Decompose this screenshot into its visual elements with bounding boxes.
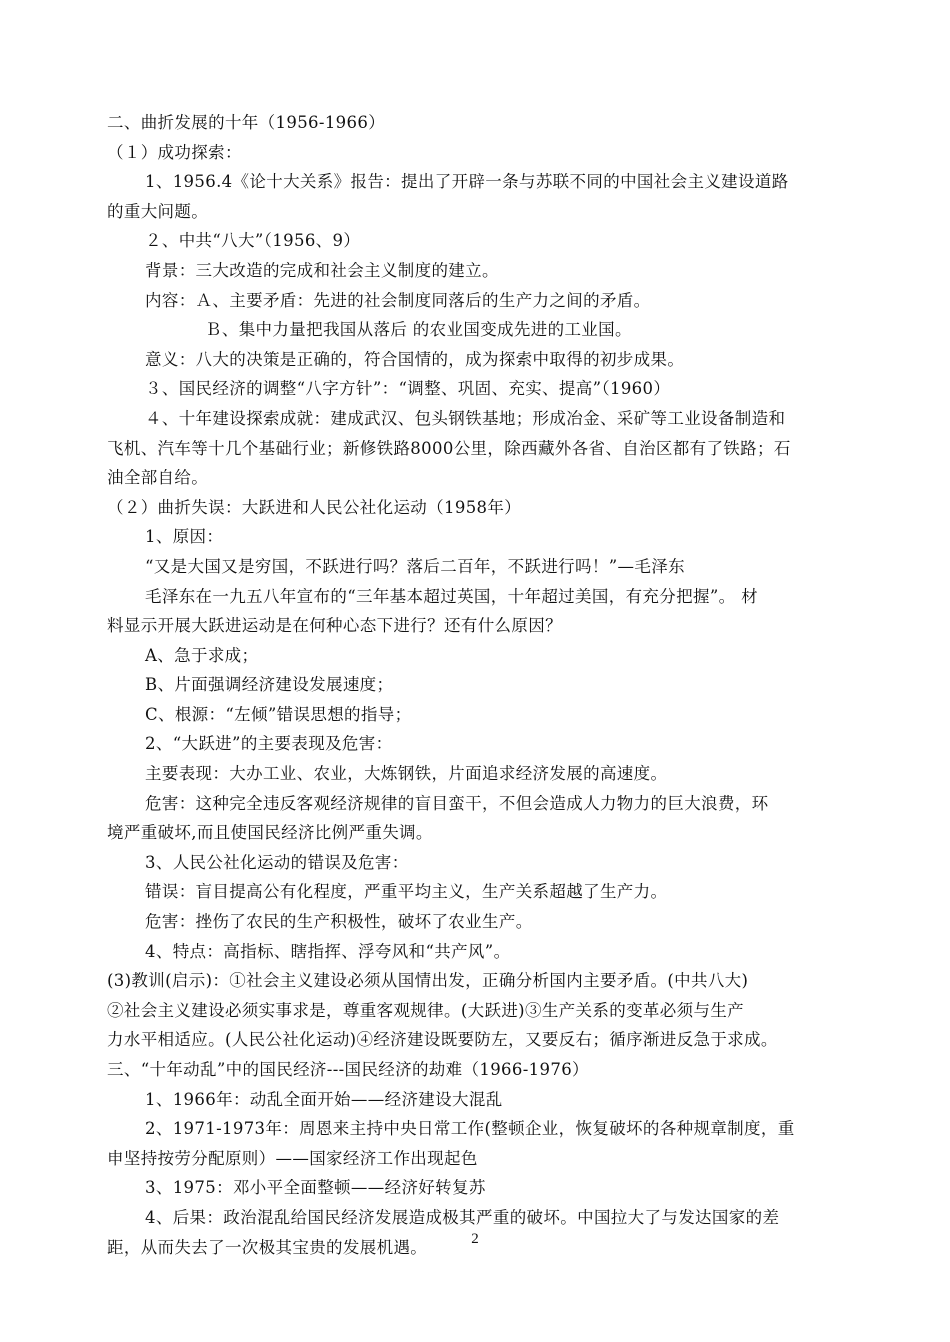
text-line: 境严重破坏,而且使国民经济比例严重失调。 [107,823,433,843]
text-line: 力水平相适应。(人民公社化运动)④经济建设既要防左，又要反右；循序渐进反急于求成。 [107,1030,778,1050]
text-line: 4、特点：高指标、瞎指挥、浮夸风和“共产风”。 [145,941,511,961]
text-line: 距，从而失去了一次极其宝贵的发展机遇。 [107,1237,428,1257]
text-line: 申坚持按劳分配原则）——国家经济工作出现起色 [107,1148,478,1168]
text-line: 内容：Ａ、主要矛盾：先进的社会制度同落后的生产力之间的矛盾。 [145,290,651,310]
text-line: 飞机、汽车等十几个基础行业；新修铁路8000公里，除西藏外各省、自治区都有了铁路；石 [107,438,791,458]
text-line: 3、1975：邓小平全面整顿——经济好转复苏 [145,1178,486,1198]
text-line: 背景：三大改造的完成和社会主义制度的建立。 [145,260,499,280]
text-line: C、根源：“左倾”错误思想的指导； [145,704,412,724]
text-line: 3、人民公社化运动的错误及危害： [145,852,409,872]
text-line: （２）曲折失误：大跃进和人民公社化运动（1958年） [107,497,522,517]
text-line: 二、曲折发展的十年（1956-1966） [107,113,386,132]
text-line: 主要表现：大办工业、农业，大炼钢铁，片面追求经济发展的高速度。 [145,764,668,784]
text-line: 1、原因： [145,527,224,547]
text-line: 料显示开展大跃进运动是在何种心态下进行？还有什么原因？ [107,616,562,636]
text-line: 错误：盲目提高公有化程度，严重平均主义，生产关系超越了生产力。 [145,882,668,902]
text-line: ②社会主义建设必须实事求是，尊重客观规律。(大跃进)③生产关系的变革必须与生产 [107,1000,745,1020]
text-line: Ｂ、集中力量把我国从落后 的农业国变成先进的工业国。 [205,320,632,340]
text-line: (3)教训(启示)：①社会主义建设必须从国情出发，正确分析国内主要矛盾。(中共八大) [107,971,749,991]
text-line: 4、后果：政治混乱给国民经济发展造成极其严重的破坏。中国拉大了与发达国家的差 [145,1207,780,1227]
text-line: （１）成功探索： [107,142,242,162]
text-line: 三、“十年动乱”中的国民经济---国民经济的劫难（1966-1976） [107,1060,589,1079]
text-line: 2、“大跃进”的主要表现及危害： [145,734,393,754]
text-line: ２、中共“八大”（1956、9） [145,231,361,251]
document-body [107,108,849,1262]
text-line: B、片面强调经济建设发展速度； [145,675,394,695]
text-line: 1、1956.4《论十大关系》报告：提出了开辟一条与苏联不同的中国社会主义建设道路 [145,172,789,192]
text-line: A、急于求成； [145,645,259,665]
text-line: “又是大国又是穷国，不跃进行吗？落后二百年，不跃进行吗！”—毛泽东 [145,556,685,576]
text-line: 的重大问题。 [107,201,209,221]
text-line: ３、国民经济的调整“八字方针”：“调整、巩固、充实、提高”（1960） [145,379,671,399]
text-line: 2、1971-1973年：周恩来主持中央日常工作(整顿企业，恢复破坏的各种规章制度，重 [145,1119,795,1139]
page-number: 2 [471,1231,479,1247]
text-line: 危害：这种完全违反客观经济规律的盲目蛮干，不但会造成人力物力的巨大浪费，环 [145,793,769,813]
text-line: 危害：挫伤了农民的生产积极性，破坏了农业生产。 [145,912,533,932]
text-line: 毛泽东在一九五八年宣布的“三年基本超过英国，十年超过美国，有充分把握”。 材 [145,586,758,606]
text-line: 意义：八大的决策是正确的，符合国情的，成为探索中取得的初步成果。 [145,349,685,369]
text-line: 1、1966年：动乱全面开始——经济建设大混乱 [145,1089,503,1109]
text-line: ４、十年建设探索成就：建成武汉、包头钢铁基地；形成冶金、采矿等工业设备制造和 [145,408,786,428]
text-line: 油全部自给。 [107,468,209,488]
